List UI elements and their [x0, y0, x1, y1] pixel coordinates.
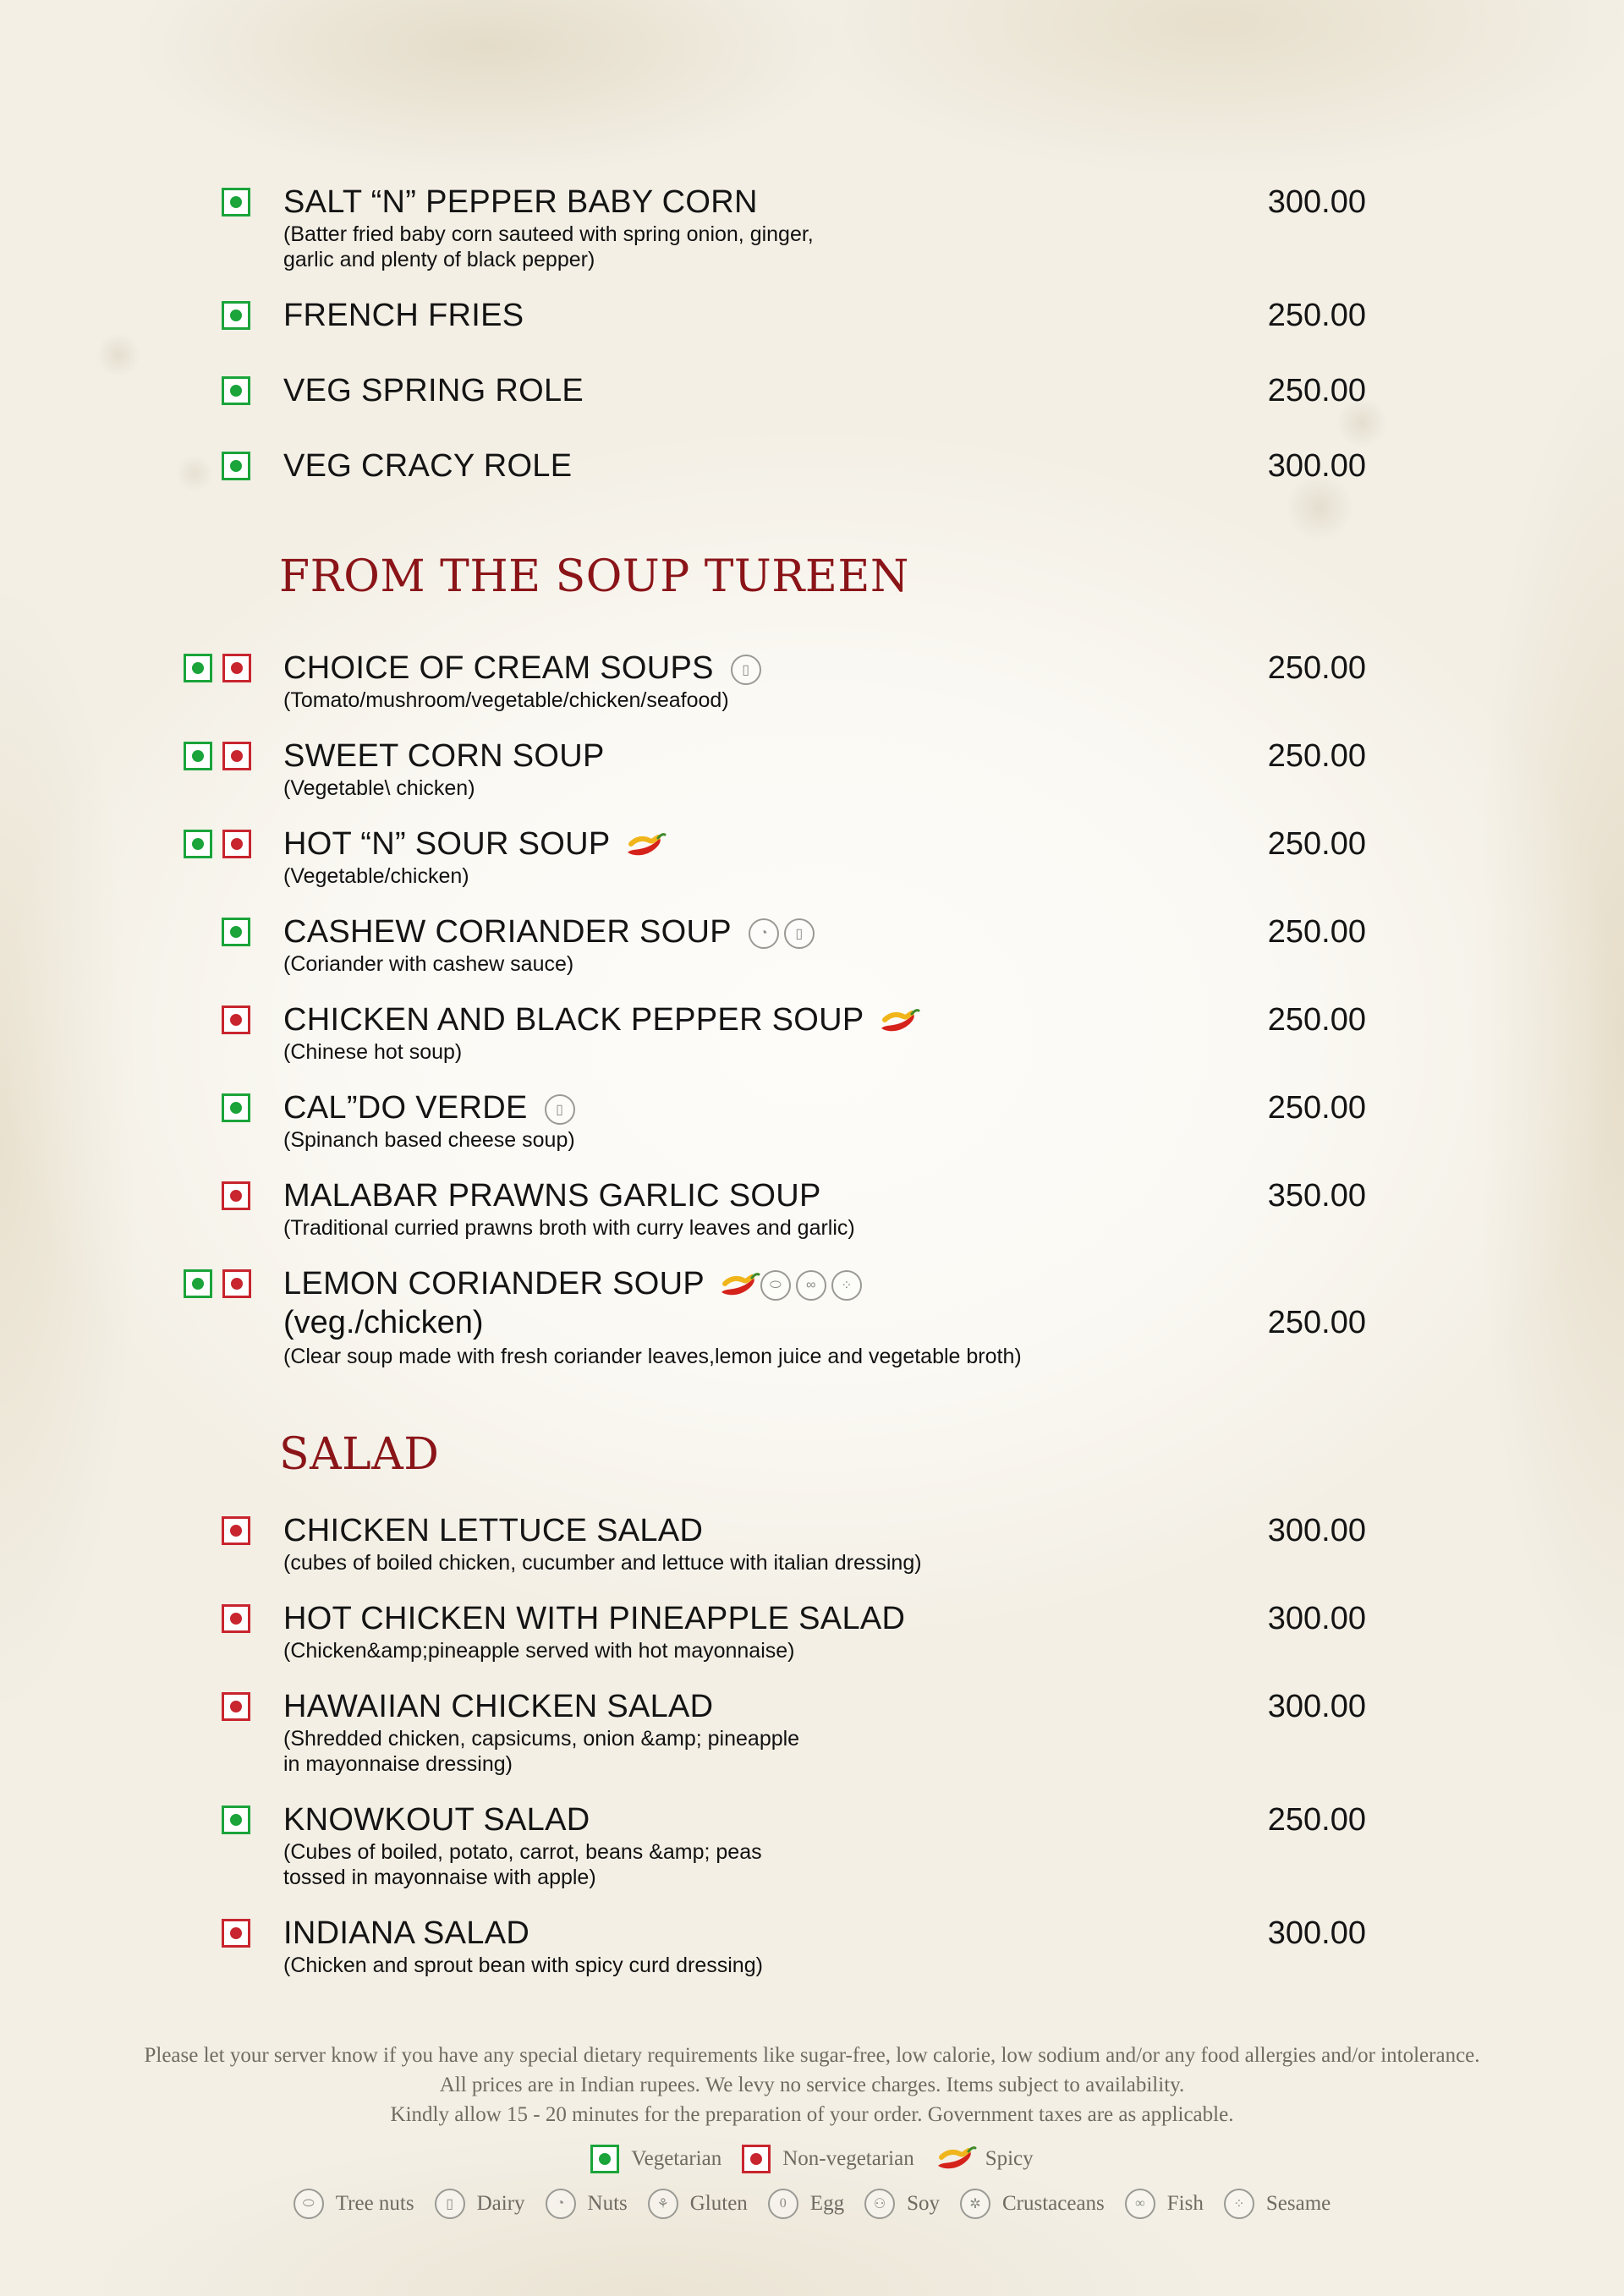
veg-mark-icon: [184, 1269, 212, 1298]
item-price: 250.00: [1267, 1090, 1366, 1126]
legend-label: Egg: [809, 2192, 845, 2215]
non-veg-mark-icon: [222, 1516, 250, 1545]
dairy-icon: ▯: [435, 2189, 465, 2219]
item-description: (cubes of boiled chicken, cucumber and lettuce with italian dressing): [283, 1551, 922, 1575]
item-price: 300.00: [1267, 1513, 1366, 1548]
item-description: (Chicken and sprout bean with spicy curd dressing): [283, 1954, 763, 1977]
legend-label: Fish: [1166, 2192, 1204, 2215]
item-description: (Spinanch based cheese soup): [283, 1128, 575, 1152]
item-name: HAWAIIAN CHICKEN SALAD: [283, 1689, 714, 1724]
soy-icon: ⚇: [864, 2189, 895, 2219]
item-name: KNOWKOUT SALAD: [283, 1802, 590, 1838]
veg-mark-icon: [184, 742, 212, 770]
item-name: CHICKEN AND BLACK PEPPER SOUP: [283, 1002, 920, 1038]
item-price: 300.00: [1267, 1601, 1366, 1636]
item-description: (Chicken&amp;pineapple served with hot mayonnaise): [283, 1639, 795, 1663]
item-name: CASHEW CORIANDER SOUP ◔ ▯: [283, 914, 815, 951]
dairy-icon: ▯: [731, 655, 761, 685]
non-veg-mark-icon: [222, 1919, 250, 1948]
veg-mark-icon: [222, 918, 250, 946]
item-price: 300.00: [1267, 1915, 1366, 1951]
legend-label: Tree nuts: [335, 2192, 414, 2215]
legend-label: Nuts: [587, 2192, 628, 2215]
item-name: CHOICE OF CREAM SOUPS ▯: [283, 650, 761, 687]
item-description: (Tomato/mushroom/vegetable/chicken/seafood): [283, 688, 729, 712]
tree-nuts-icon: ⬭: [294, 2189, 324, 2219]
item-name: CAL”DO VERDE ▯: [283, 1090, 575, 1126]
item-price: 300.00: [1267, 1689, 1366, 1724]
item-name: INDIANA SALAD: [283, 1915, 530, 1951]
item-name: LEMON CORIANDER SOUP ⬭ ∞ ⁘: [283, 1266, 862, 1302]
spicy-chili-icon: [624, 830, 667, 861]
item-name: VEG SPRING ROLE: [283, 373, 584, 408]
tree-nuts-icon: ⬭: [760, 1270, 791, 1301]
section-title-salad: SALAD: [279, 1429, 440, 1480]
item-name: HOT CHICKEN WITH PINEAPPLE SALAD: [283, 1601, 906, 1636]
item-name: SWEET CORN SOUP: [283, 738, 605, 774]
legend-label: Gluten: [689, 2192, 748, 2215]
veg-mark-icon: [222, 452, 250, 480]
item-name: SALT “N” PEPPER BABY CORN: [283, 184, 758, 220]
item-description: (Shredded chicken, capsicums, onion &amp; pineapple in mayonnaise dressing): [283, 1727, 800, 1776]
non-veg-mark-icon: [222, 1692, 250, 1721]
veg-mark-icon: [590, 2145, 619, 2173]
spicy-chili-icon: [718, 1270, 760, 1301]
item-name: MALABAR PRAWNS GARLIC SOUP: [283, 1178, 821, 1214]
footer-notes: [0, 2041, 1624, 2129]
legend-label: Sesame: [1265, 2192, 1331, 2215]
fish-icon: ∞: [796, 1270, 826, 1301]
nuts-icon: ◔: [546, 2189, 576, 2219]
item-price: 250.00: [1267, 298, 1366, 333]
non-veg-mark-icon: [222, 1006, 250, 1034]
footer-line: Kindly allow 15 - 20 minutes for the preparation of your order. Government taxes are as applicable.: [390, 2103, 1234, 2126]
footer-line: All prices are in Indian rupees. We levy no service charges. Items subject to availability.: [439, 2074, 1185, 2096]
gluten-icon: ⚘: [648, 2189, 678, 2219]
item-price: 250.00: [1267, 1802, 1366, 1838]
item-name-variant: (veg./chicken): [283, 1305, 484, 1340]
veg-mark-icon: [222, 376, 250, 405]
item-description: (Cubes of boiled, potato, carrot, beans &amp; peas tossed in mayonnaise with apple): [283, 1840, 762, 1889]
veg-mark-icon: [222, 301, 250, 330]
nuts-icon: ◔: [749, 918, 779, 949]
legend-label: Crustaceans: [1001, 2192, 1105, 2215]
veg-mark-icon: [184, 830, 212, 858]
veg-mark-icon: [222, 1093, 250, 1122]
non-veg-mark-icon: [222, 1269, 251, 1298]
item-price: 250.00: [1267, 1002, 1366, 1038]
non-veg-mark-icon: [222, 830, 251, 858]
legend-label: Vegetarian: [631, 2147, 722, 2170]
non-veg-mark-icon: [222, 742, 251, 770]
dairy-icon: ▯: [545, 1094, 575, 1125]
veg-mark-icon: [184, 654, 212, 682]
legend-label: Dairy: [476, 2192, 525, 2215]
legend-label: Non-vegetarian: [782, 2147, 914, 2170]
non-veg-mark-icon: [222, 1181, 250, 1210]
crustaceans-icon: ✲: [960, 2189, 990, 2219]
non-veg-mark-icon: [222, 1604, 250, 1633]
item-price: 250.00: [1267, 1305, 1366, 1340]
item-description: (Clear soup made with fresh coriander leaves,lemon juice and vegetable broth): [283, 1345, 1022, 1368]
item-description: (Coriander with cashew sauce): [283, 952, 574, 976]
egg-icon: 0: [768, 2189, 798, 2219]
item-name: HOT “N” SOUR SOUP: [283, 826, 667, 863]
non-veg-mark-icon: [742, 2145, 771, 2173]
sesame-icon: ⁘: [1224, 2189, 1254, 2219]
item-price: 300.00: [1267, 184, 1366, 220]
non-veg-mark-icon: [222, 654, 251, 682]
section-title-soup: FROM THE SOUP TUREEN: [279, 551, 909, 602]
dairy-icon: ▯: [784, 918, 815, 949]
item-price: 250.00: [1267, 914, 1366, 950]
diet-legend: [0, 2144, 1624, 2174]
item-name: FRENCH FRIES: [283, 298, 524, 333]
item-description: (Batter fried baby corn sauteed with spring onion, ginger, garlic and plenty of black pepper): [283, 222, 814, 271]
item-description: (Chinese hot soup): [283, 1040, 463, 1064]
item-description: (Traditional curried prawns broth with curry leaves and garlic): [283, 1216, 855, 1240]
fish-icon: ∞: [1125, 2189, 1155, 2219]
veg-mark-icon: [222, 1806, 250, 1834]
legend-label: Soy: [907, 2192, 940, 2215]
item-price: 250.00: [1267, 826, 1366, 862]
spicy-chili-icon: [935, 2144, 977, 2174]
item-price: 250.00: [1267, 738, 1366, 774]
item-description: (Vegetable/chicken): [283, 864, 469, 888]
legend-label: Spicy: [985, 2147, 1034, 2170]
item-price: 300.00: [1267, 448, 1366, 484]
item-name: CHICKEN LETTUCE SALAD: [283, 1513, 704, 1548]
item-price: 250.00: [1267, 650, 1366, 686]
allergen-legend: [0, 2189, 1624, 2219]
item-price: 250.00: [1267, 373, 1366, 408]
footer-line: Please let your server know if you have any special dietary requirements like sugar-free, low calorie, low sodium and/or any food allergies and/or intolerance.: [144, 2044, 1480, 2067]
item-description: (Vegetable\ chicken): [283, 776, 475, 800]
item-name: VEG CRACY ROLE: [283, 448, 573, 484]
item-price: 350.00: [1267, 1178, 1366, 1214]
sesame-icon: ⁘: [831, 1270, 862, 1301]
veg-mark-icon: [222, 188, 250, 216]
spicy-chili-icon: [878, 1006, 920, 1037]
